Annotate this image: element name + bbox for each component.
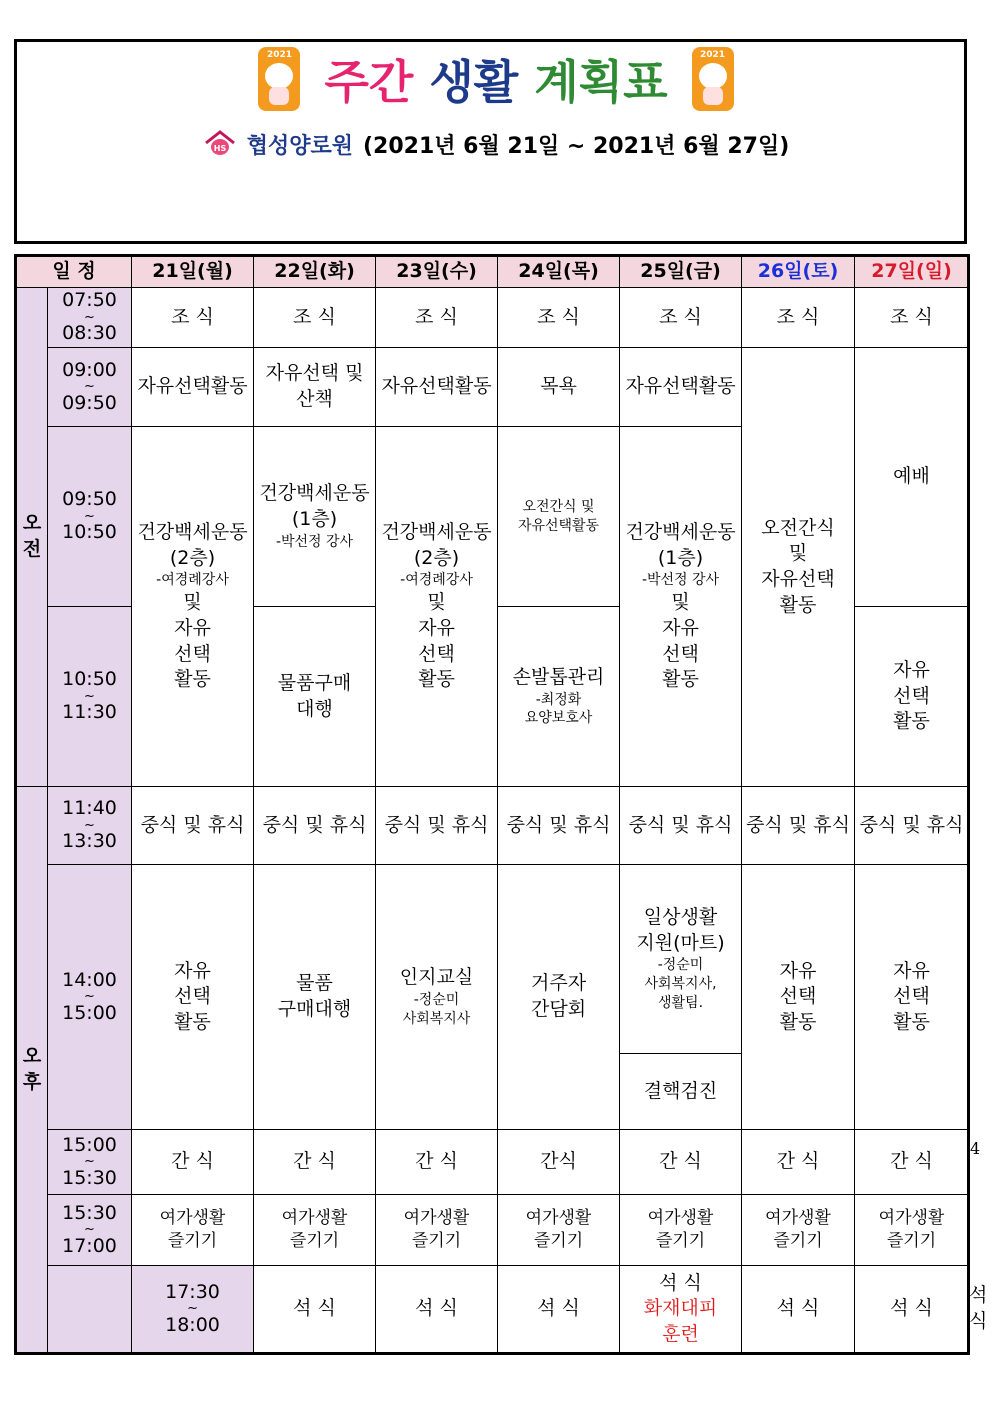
cell-mon-exercise: 건강백세운동 (2층) -여경례강사 및 자유 선택 활동 <box>132 427 254 787</box>
cell: 중식 및 휴식 <box>742 787 855 865</box>
cell: 자유선택활동 <box>376 348 498 427</box>
time-slot: 09:00 ~ 09:50 <box>48 348 132 427</box>
cell: 간 식 <box>132 1130 254 1195</box>
title-row <box>0 44 992 114</box>
cell-leisure: 여가생활 즐기기 <box>376 1195 498 1266</box>
cell: 석 식 <box>498 1266 620 1354</box>
cell-thu-snack: 오전간식 및 자유선택활동 <box>498 427 620 607</box>
cell-wed-exercise: 건강백세운동 (2층) -여경례강사 및 자유 선택 활동 <box>376 427 498 787</box>
section-pm-tail <box>48 1266 132 1354</box>
cell: 석 식 <box>254 1266 376 1354</box>
cell-fri-exercise: 건강백세운동 (1층) -박선정 강사 및 자유 선택 활동 <box>620 427 742 787</box>
day-thu: 24일(목) <box>498 256 620 288</box>
cell: 조 식 <box>132 288 254 348</box>
cell: 간 식 <box>376 1130 498 1195</box>
section-am: 오 전 <box>16 288 48 787</box>
cell: 조 식 <box>620 288 742 348</box>
cell: 간 식 <box>855 1130 969 1195</box>
cell-wed-cognitive: 인지교실 -정순미 사회복지사 <box>376 865 498 1130</box>
day-tue: 22일(화) <box>254 256 376 288</box>
cell-thu-dinner: 석 식 화재대피 훈련 <box>620 1266 742 1354</box>
cell: 간식 <box>498 1130 620 1195</box>
cell: 석 식 <box>855 1266 969 1354</box>
cell: 중식 및 휴식 <box>620 787 742 865</box>
time-slot: 09:50 ~ 10:50 <box>48 427 132 607</box>
cell: 조 식 <box>855 288 969 348</box>
cell: 간 식 <box>254 1130 376 1195</box>
cell-sun-free2: 자유 선택 활동 <box>855 865 969 1130</box>
title-word-2: 생활 <box>429 55 519 109</box>
cell-tue-purchase: 물품구매 대행 <box>254 607 376 787</box>
cell: 간 식 <box>742 1130 855 1195</box>
page-number: 4 <box>970 1139 981 1158</box>
cell: 자유선택활동 <box>132 348 254 427</box>
cell-thu-meeting: 거주자 간담회 <box>498 865 620 1130</box>
org-name: 협성양로원 <box>246 133 353 159</box>
cell: 조 식 <box>254 288 376 348</box>
cell: 중식 및 휴식 <box>376 787 498 865</box>
section-pm: 오 후 <box>16 787 48 1354</box>
cell: 중식 및 휴식 <box>855 787 969 865</box>
cell-leisure: 여가생활 즐기기 <box>620 1195 742 1266</box>
cell: 자유선택 및 산책 <box>254 348 376 427</box>
date-range: (2021년 6월 21일 ~ 2021년 6월 27일) <box>362 133 790 159</box>
cell: 중식 및 휴식 <box>132 787 254 865</box>
home-logo-icon <box>203 130 237 158</box>
cell-worship: 예배 <box>855 348 969 607</box>
cell-leisure: 여가생활 즐기기 <box>254 1195 376 1266</box>
cell-sat-free: 자유 선택 활동 <box>742 865 855 1130</box>
cell: 조 식 <box>742 288 855 348</box>
schedule-header: 일 정 <box>16 256 132 288</box>
cell-leisure: 여가생활 즐기기 <box>855 1195 969 1266</box>
cell-sun-free: 자유 선택 활동 <box>855 607 969 787</box>
cow-mascot-icon: 2021 <box>258 47 300 111</box>
time-slot: 14:00 ~ 15:00 <box>48 865 132 1130</box>
day-sat: 26일(토) <box>742 256 855 288</box>
svg-text:HS: HS <box>213 144 226 153</box>
cell: 석 식 <box>376 1266 498 1354</box>
cell: 조 식 <box>376 288 498 348</box>
cell-sat-morning: 오전간식 및 자유선택 활동 <box>742 348 855 787</box>
time-slot: 17:30 ~ 18:00 <box>132 1266 254 1354</box>
day-fri: 25일(금) <box>620 256 742 288</box>
cell-tue-purchase2: 물품 구매대행 <box>254 865 376 1130</box>
cell: 석 식 <box>742 1266 855 1354</box>
cell: 조 식 <box>498 288 620 348</box>
cell-fri-support: 일상생활 지원(마트) -정순미 사회복지사, 생활팀. 결핵검진 <box>620 865 742 1130</box>
cell-leisure: 여가생활 즐기기 <box>742 1195 855 1266</box>
header-row <box>16 256 969 288</box>
cell-mon-free: 자유 선택 활동 <box>132 865 254 1130</box>
cow-mascot-icon: 2021 <box>692 47 734 111</box>
time-slot: 07:50 ~ 08:30 <box>48 288 132 348</box>
day-mon: 21일(월) <box>132 256 254 288</box>
title-word-3: 계획표 <box>534 55 668 109</box>
day-sun: 27일(일) <box>855 256 969 288</box>
cell-thu-nail: 손발톱관리 -최정화 요양보호사 <box>498 607 620 787</box>
cell-leisure: 여가생활 즐기기 <box>498 1195 620 1266</box>
day-wed: 23일(수) <box>376 256 498 288</box>
cell-bath: 목욕 <box>498 348 620 427</box>
cell: 자유선택활동 <box>620 348 742 427</box>
cell: 중식 및 휴식 <box>254 787 376 865</box>
title-word-1: 주간 <box>324 55 414 109</box>
cell-tue-exercise: 건강백세운동 (1층) -박선정 강사 <box>254 427 376 607</box>
time-slot: 15:00 ~ 15:30 <box>48 1130 132 1195</box>
schedule-table: 일 정 21일(월) 22일(화) 23일(수) 24일(목) 25일(금) 26일(토) 27일(일) 오 전 07:50 ~ 08:30 조 식 조 식 조 식 조 식 조 식 조 식 조 식 09:00 ~ 09:50 자유선택활동 자유선택 및 산책 자유선택활동 목욕 자유선택활동 오전간식 및 자유선택 활동 예배 09:50 ~ 10:50 건강백세운동 (2층) -여경례강사 및 자유 선택 활동 건강백세운동 (1층) -박선정 강사 건강백세운동 (2층) -여경례강사 및 자유 선택 활동 오전간식 및 자유선택활동 건강백세운동 (1층) -박선정 강사 및 자유 선택 활동 10:50 ~ 11:30 물품구매 대행 손발톱관리 -최정화 요양보호사 자유 선택 활동 오 후 11:40 ~ 13:30 중식 및 휴식 중식 및 휴식 중식 및 휴식 중식 및 휴식 중식 및 휴식 중식 및 휴식 중식 및 휴식 14:00 ~ 15:00 자유 선택 활동 물품 구매대행 인지교실 -정순미 사회복지사 거주자 간담회 일상생활 지원(마트) -정순미 사회복지사, 생활팀. 결핵검진 자유 선택 활동 자유 선택 활동 15:00 ~ 15:30 간 식 간 식 간 식 간식 간 식 간 식 간 식 15:30 ~ 17:00 여가생활 즐기기 여가생활 즐기기 여가생활 즐기기 여가생활 즐기기 여가생활 즐기기 여가생활 즐기기 여가생활 즐기기 17:30 ~ 18:00 석 식 석 식 석 식 석 식 화재대피 훈련 석 식 석 식 석 식 <box>14 254 970 1355</box>
time-slot: 11:40 ~ 13:30 <box>48 787 132 865</box>
time-slot: 15:30 ~ 17:00 <box>48 1195 132 1266</box>
subtitle-row <box>0 124 992 164</box>
cell: 간 식 <box>620 1130 742 1195</box>
cell: 중식 및 휴식 <box>498 787 620 865</box>
time-slot: 10:50 ~ 11:30 <box>48 607 132 787</box>
cell-leisure: 여가생활 즐기기 <box>132 1195 254 1266</box>
